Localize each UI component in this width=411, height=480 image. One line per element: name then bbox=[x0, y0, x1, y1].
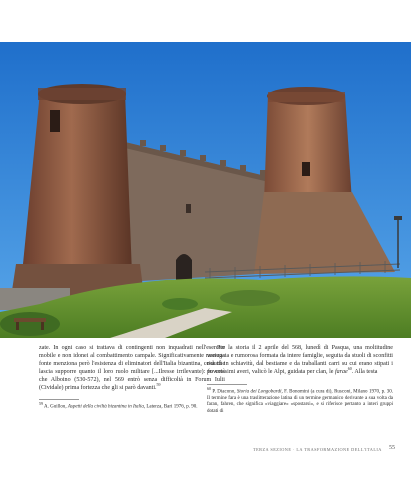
paragraph: zate. In ogni caso si trattava di contingenti non inquadrati nell'esercito mobile e non idonei al combattimento campale. Significativamente nessuna fonte menziona però l'esistenza di eliminatori dell'Italia bizantina, cosa che lascia supporre quanto il loro ruolo militare [...Ilresse irrilevante): fu così che Alboino (530-572), nel 569 entrò senza difficoltà in Forum Iulii (Cividale) prima fortezza che gli si parò davanti.$^{59}$ bbox=[39, 345, 225, 391]
footnote-ref: 60 bbox=[347, 365, 352, 371]
page-number: 55 bbox=[389, 445, 395, 451]
castle-photograph bbox=[0, 42, 411, 338]
footnote-separator bbox=[207, 384, 247, 385]
castle-illustration bbox=[0, 42, 411, 338]
footnote: $^{60}$ P. Diacono, Storia dei Longobardi, F. Bonomini (a cura di), Rusconi, Milano 1970, p. 30. Il termine fara è una traslitterazione latina di un termine germanico derivante a sua volta da faran, fahren, che significa «viaggiare» «spostarsi», e si riferisce pertanto a interi gruppi dotati di bbox=[207, 385, 394, 415]
footnote-ref: 59 bbox=[156, 381, 161, 387]
text-column-left bbox=[39, 345, 225, 412]
footnote: $^{59}$ A. Guillou, Aspetti della civiltà bizantina in Italia, Laterza, Bari 1976, p. 90. bbox=[39, 401, 198, 411]
running-footer: TERZA SEZIONE · LA TRASFORMAZIONE DELL'ITALIA bbox=[253, 447, 382, 452]
paragraph: Per la storia il 2 aprile del 568, lunedì di Pasqua, una moltitudine variegata e rumorosa formata da intere famiglie, seguita da stuoli di sconfitti riduttì in schiavitù, dal bestiame e da traballanti carri su cui erano stipati i poverissimi averi, valicò le Alpi, guidata per clan, le farae$^{60}$. Alla testa bbox=[207, 345, 393, 375]
text-column-right bbox=[207, 345, 393, 416]
footnote-separator bbox=[39, 399, 79, 400]
